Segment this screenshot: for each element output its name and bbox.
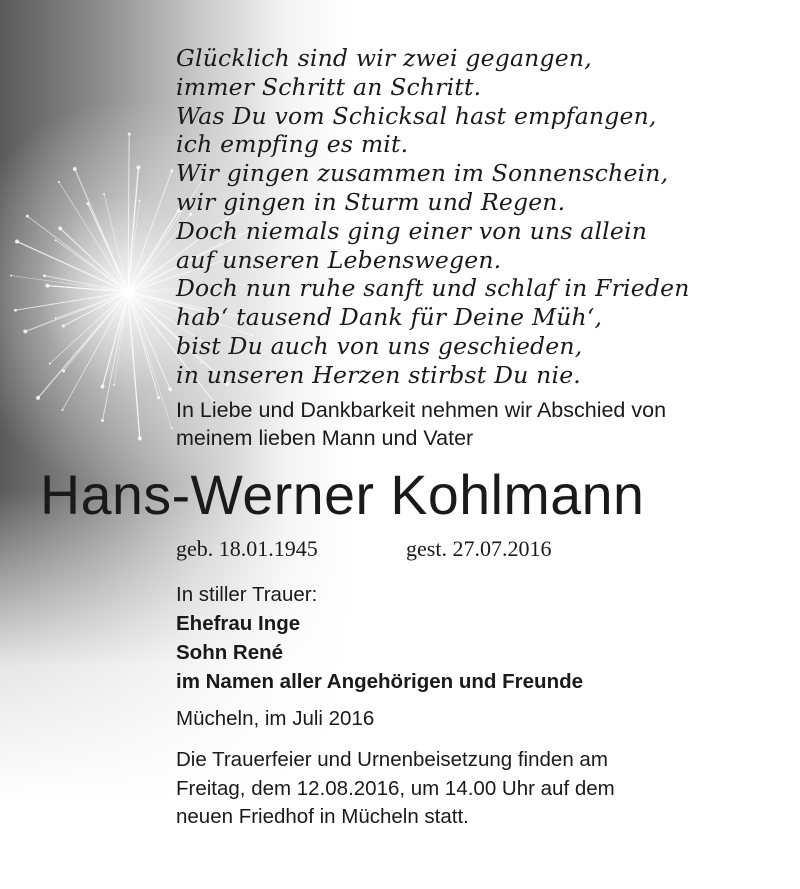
deceased-name: Hans-Werner Kohlmann (40, 464, 645, 526)
funeral-details (176, 746, 776, 832)
poem-line: Was Du vom Schicksal hast empfangen, (176, 101, 657, 130)
poem-line: wir gingen in Sturm und Regen. (176, 187, 566, 216)
death-date: gest. 27.07.2016 (406, 536, 552, 561)
poem-line: Doch niemals ging einer von uns allein (176, 216, 648, 245)
poem-line: Doch nun ruhe sanft und schlaf in Frieden (176, 274, 690, 303)
poem-line: immer Schritt an Schritt. (176, 72, 482, 101)
mourner-name: Sohn René (176, 641, 284, 664)
poem-line: Wir gingen zusammen im Sonnenschein, (176, 159, 669, 188)
birth-date: geb. 18.01.1945 (176, 536, 318, 561)
poem-line: hab‘ tausend Dank für Deine Müh‘, (176, 303, 603, 332)
mourners-list (176, 580, 776, 696)
poem-line: in unseren Herzen stirbst Du nie. (176, 360, 581, 389)
place-and-date: Mücheln, im Juli 2016 (176, 707, 375, 730)
mourner-name: im Namen aller Angehörigen und Freunde (176, 670, 584, 693)
intro-line: In Liebe und Dankbarkeit nehmen wir Abschied von (176, 398, 667, 422)
farewell-intro (176, 396, 776, 452)
funeral-line: Freitag, dem 12.08.2016, um 14.00 Uhr auf dem (176, 776, 615, 800)
poem-line: bist Du auch von uns geschieden, (176, 331, 583, 360)
poem (176, 44, 776, 390)
mourner-name: Ehefrau Inge (176, 612, 301, 635)
funeral-line: neuen Friedhof in Mücheln statt. (176, 805, 469, 828)
intro-line: meinem lieben Mann und Vater (176, 426, 474, 450)
poem-line: ich empfing es mit. (176, 130, 409, 159)
funeral-line: Die Trauerfeier und Urnenbeisetzung finden am (176, 748, 608, 771)
mourning-heading: In stiller Trauer: (176, 583, 318, 606)
poem-line: Glücklich sind wir zwei gegangen, (176, 44, 592, 72)
poem-line: auf unseren Lebenswegen. (176, 245, 502, 274)
life-dates (176, 534, 736, 564)
